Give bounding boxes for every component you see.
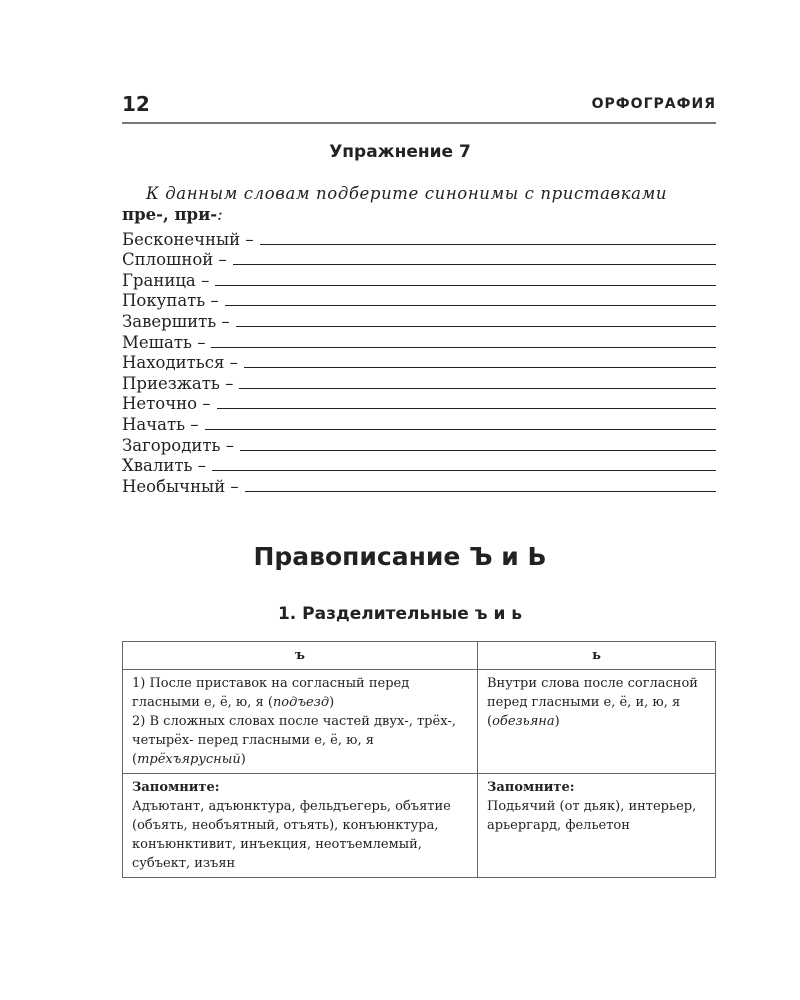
word-label: Приезжать – [122,373,234,393]
page-number: 12 [122,92,150,116]
answer-blank[interactable] [215,285,716,286]
rule-hard-sign: 1) После приставок на согласный перед гласными е, ё, ю, я (подъезд) 2) В сложных словах после частей двух-, трёх-, четырёх- перед гласными е, ё, ю, я (трёхъярусный) [123,670,478,774]
word-row [122,290,716,311]
answer-blank[interactable] [212,470,716,471]
word-row [122,372,716,393]
instruction-text: К данным словам подберите синонимы с приставками [146,184,668,203]
word-row [122,475,716,496]
answer-blank[interactable] [260,244,716,245]
prefixes: пре-, при- [122,204,218,224]
answer-blank[interactable] [240,450,716,451]
word-list [122,228,716,496]
exercise-title: Упражнение 7 [329,142,471,162]
page-header [122,92,716,124]
answer-blank[interactable] [225,305,716,306]
word-row [122,249,716,270]
remember-hard-sign: Запомните: Адъютант, адъюнктура, фельдъегерь, объятие (объять, необъятный, отъять), конъюнктура, конъюнктивит, инъекция, неотъемлемый, субъект, изъян [123,774,478,878]
word-row [122,310,716,331]
word-row [122,228,716,249]
colon: : [217,204,223,224]
section-subtitle: 1. Разделительные ъ и ь [277,604,523,624]
answer-blank[interactable] [239,388,716,389]
word-label: Загородить – [122,435,234,455]
word-row [122,352,716,373]
section-title: Правописание Ъ и Ь [253,542,547,571]
word-row [122,331,716,352]
answer-blank[interactable] [233,264,716,265]
word-label: Начать – [122,414,199,434]
header-hard-sign: ъ [123,642,478,670]
exercise-instruction [122,184,716,225]
word-row [122,434,716,455]
word-row [122,455,716,476]
word-label: Бесконечный – [122,229,254,249]
word-label: Завершить – [122,311,230,331]
word-row [122,393,716,414]
word-row [122,269,716,290]
rule-soft-sign: Внутри слова после согласной перед гласными е, ё, и, ю, я (обезьяна) [478,670,716,774]
answer-blank[interactable] [236,326,716,327]
remember-soft-sign: Запомните: Подьячий (от дьяк), интерьер, арьергард, фельетон [478,774,716,878]
word-label: Покупать – [122,291,219,311]
answer-blank[interactable] [205,429,716,430]
word-label: Находиться – [122,353,238,373]
answer-blank[interactable] [217,408,716,409]
answer-blank[interactable] [244,367,716,368]
word-label: Сплошной – [122,250,227,270]
word-label: Мешать – [122,332,206,352]
word-label: Неточно – [122,394,211,414]
rules-table [122,641,716,878]
section-name: ОРФОГРАФИЯ [591,96,716,112]
header-soft-sign: ь [478,642,716,670]
answer-blank[interactable] [211,347,716,348]
answer-blank[interactable] [245,491,716,492]
word-label: Хвалить – [122,456,206,476]
word-label: Граница – [122,270,210,290]
word-row [122,413,716,434]
word-label: Необычный – [122,476,239,496]
